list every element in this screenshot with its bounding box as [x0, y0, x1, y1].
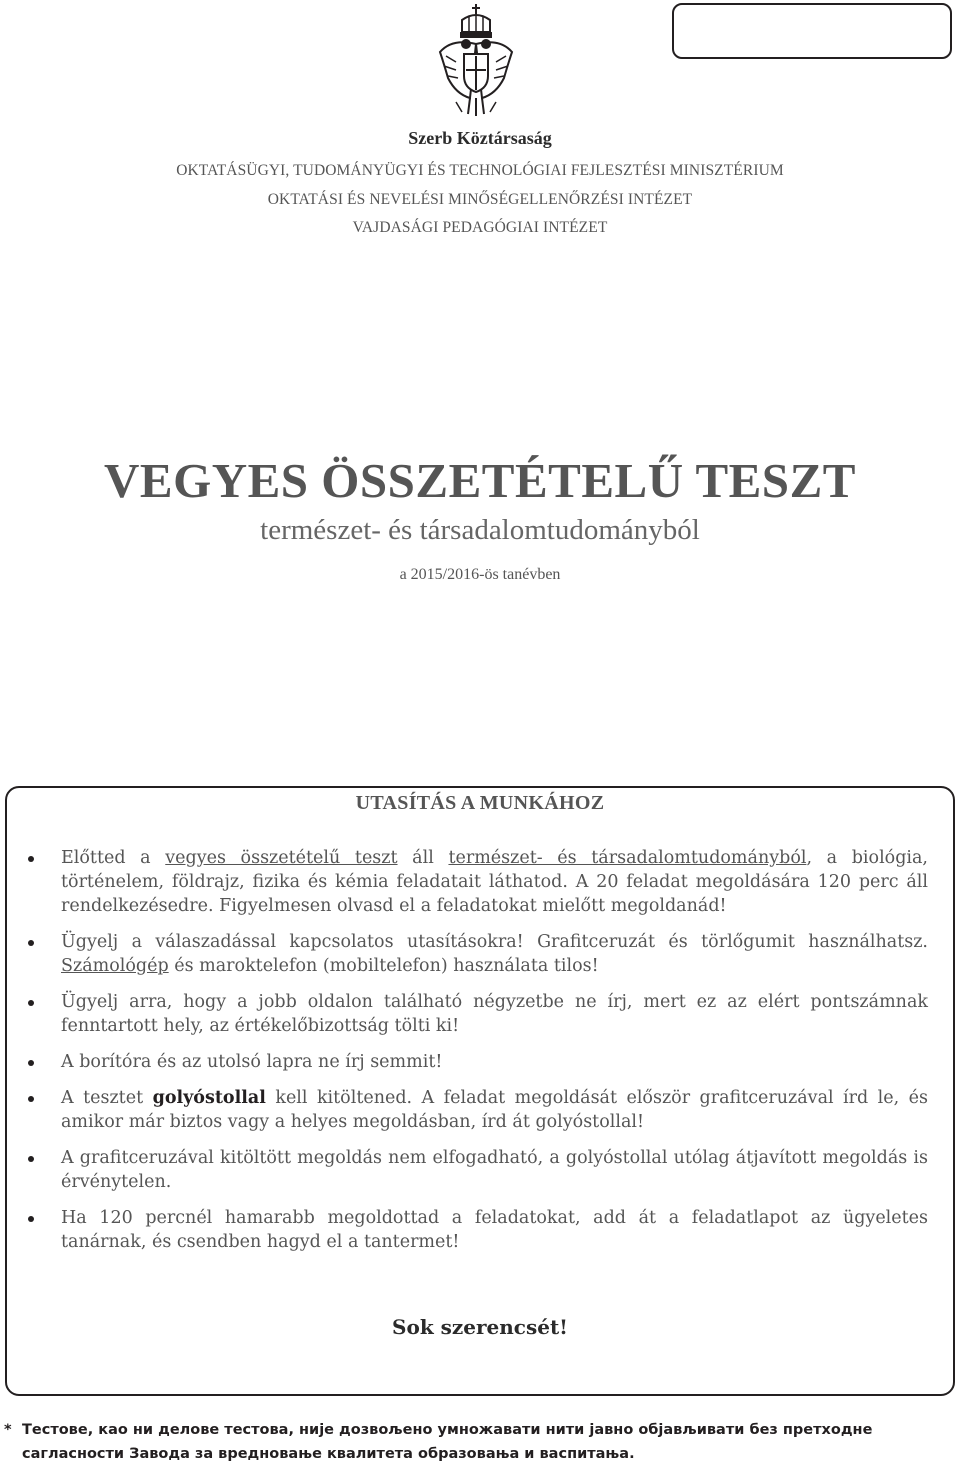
- bullet-icon: [28, 1096, 34, 1102]
- instructions-heading: UTASÍTÁS A MUNKÁHOZ: [355, 792, 605, 814]
- footnote-star: *: [4, 1422, 12, 1438]
- ministry-name: OKTATÁSÜGYI, TUDOMÁNYÜGYI ÉS TECHNOLÓGIAI FEJLESZTÉSI MINISZTÉRIUM: [176, 162, 784, 179]
- bullet-icon: [28, 940, 34, 946]
- instructions-list: [28, 846, 928, 1266]
- footnote-text: Тестове, као ни делове тестова, није дозвољено умножавати нити јавно објављивати без претходне сагласности Завода за вредновање квалитета образовања и васпитања.: [22, 1422, 873, 1462]
- instruction-item: A grafitceruzával kitöltött megoldás nem elfogadható, a golyóstollal utólag átjavított megoldás is érvénytelen.: [28, 1146, 928, 1194]
- pedagogical-institute-name: VAJDASÁGI PEDAGÓGIAI INTÉZET: [352, 219, 608, 236]
- instruction-item: Ügyelj a válaszadással kapcsolatos utasításokra! Grafitceruzát és törlőgumit használhatsz. Számológép és maroktelefon (mobiltelefon) használata tilos!: [28, 930, 928, 978]
- school-year: a 2015/2016-ös tanévben: [399, 566, 561, 583]
- bullet-icon: [28, 1000, 34, 1006]
- copyright-footnote: [4, 1418, 954, 1466]
- good-luck-text: Sok szerencsét!: [392, 1315, 568, 1339]
- instruction-item: Ha 120 percnél hamarabb megoldottad a feladatokat, add át a feladatlapot az ügyeletes tanárnak, és csendben hagyd el a tantermet!: [28, 1206, 928, 1254]
- instruction-item: A borítóra és az utolsó lapra ne írj semmit!: [28, 1050, 928, 1074]
- bullet-icon: [28, 1156, 34, 1162]
- test-title: VEGYES ÖSSZETÉTELŰ TESZT: [104, 453, 856, 508]
- bullet-icon: [28, 856, 34, 862]
- instruction-item: Előtted a vegyes összetételű teszt áll természet- és társadalomtudományból, a biológia, történelem, földrajz, fizika és kémia feladatait láthatod. A 20 feladat megoldására 120 perc áll rendelkezésedre. Figyelmesen olvasd el a feladatokat mielőtt megoldanád!: [28, 846, 928, 918]
- bullet-icon: [28, 1060, 34, 1066]
- score-code-box: [672, 3, 952, 59]
- coat-of-arms-icon: [432, 2, 520, 120]
- instruction-item: A tesztet golyóstollal kell kitöltened. A feladat megoldását először grafitceruzával írd le, és amikor már biztos vagy a helyes megoldásban, írd át golyóstollal!: [28, 1086, 928, 1134]
- institute-name: OKTATÁSI ÉS NEVELÉSI MINŐSÉGELLENŐRZÉSI INTÉZET: [267, 191, 693, 208]
- country-name: Szerb Köztársaság: [408, 128, 552, 148]
- test-subtitle: természet- és társadalomtudományból: [260, 514, 700, 546]
- bullet-icon: [28, 1216, 34, 1222]
- instruction-item: Ügyelj arra, hogy a jobb oldalon található négyzetbe ne írj, mert ez az elért pontszámnak fenntartott hely, az értékelőbizottság tölti ki!: [28, 990, 928, 1038]
